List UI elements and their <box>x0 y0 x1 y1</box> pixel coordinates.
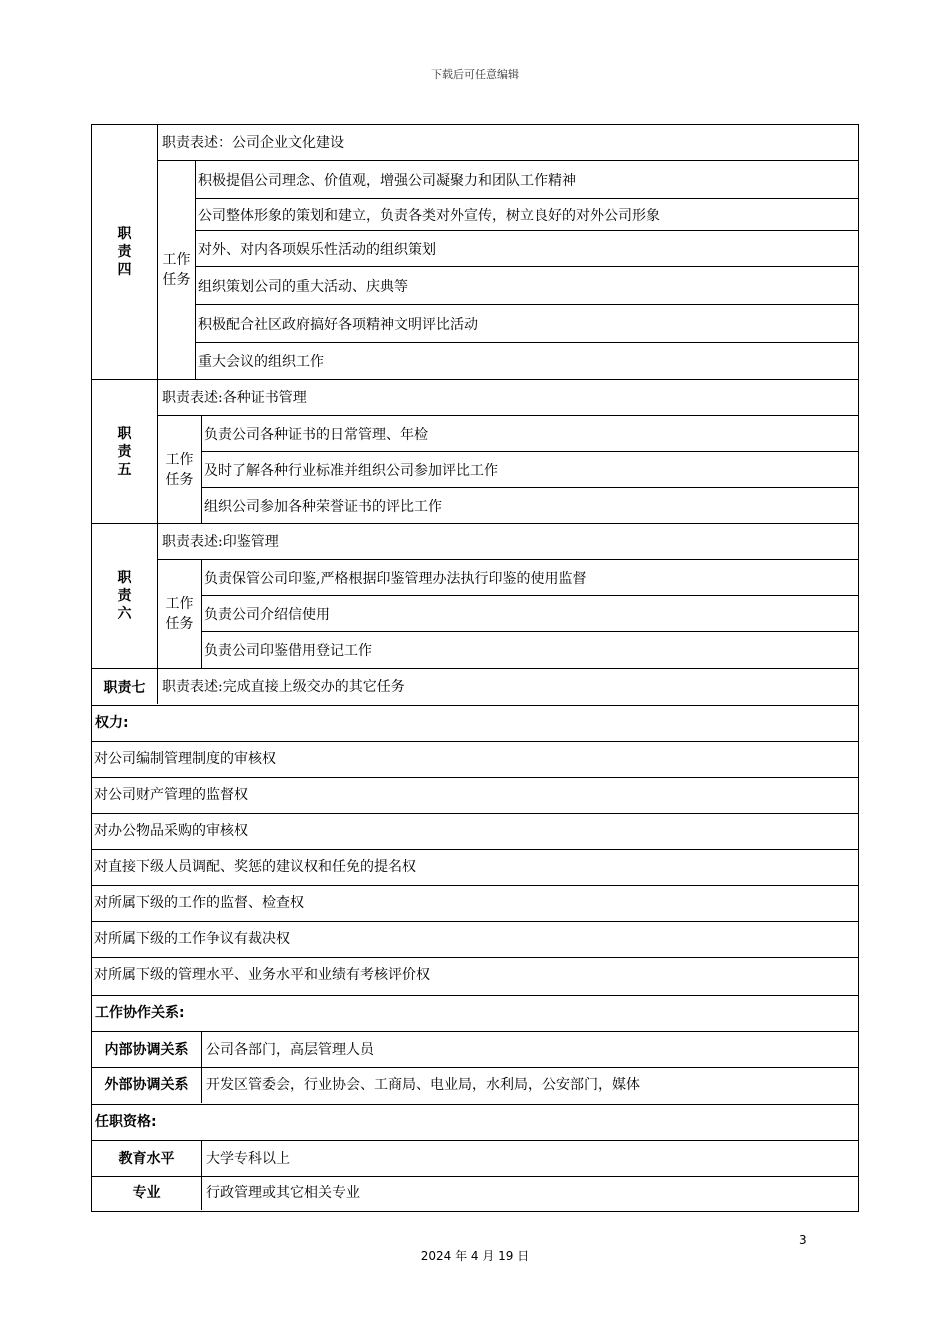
collaboration-section <box>91 995 859 1105</box>
duty-label: 职责七 <box>92 669 158 704</box>
duty-label: 职责六 <box>92 524 158 669</box>
authority-item: 对所属下级的管理水平、业务水平和业绩有考核评价权 <box>94 967 430 983</box>
duty-description: 职责表述：公司企业文化建设 <box>158 125 858 161</box>
qualification-section <box>91 1104 859 1212</box>
qualification-title: 任职资格: <box>92 1105 858 1141</box>
authority-item: 对所属下级的工作争议有裁决权 <box>92 922 858 958</box>
task-item: 负责公司各种证书的日常管理、年检 <box>202 416 858 452</box>
task-item: 重大会议的组织工作 <box>196 343 858 380</box>
task-item: 组织公司参加各种荣誉证书的评比工作 <box>202 488 858 524</box>
duty-description: 职责表述:印鉴管理 <box>158 524 858 560</box>
task-item: 公司整体形象的策划和建立，负责各类对外宣传，树立良好的对外公司形象 <box>196 199 858 231</box>
authority-item: 对公司财产管理的监督权 <box>92 778 858 814</box>
authority-item: 对直接下级人员调配、奖惩的建议权和任免的提名权 <box>92 850 858 886</box>
task-item: 积极提倡公司理念、价值观，增强公司凝聚力和团队工作精神 <box>196 161 858 199</box>
internal-relation-label: 内部协调关系 <box>92 1032 202 1068</box>
external-relation-value: 开发区管委会，行业协会、工商局、电业局，水利局，公安部门，媒体 <box>206 1077 640 1093</box>
duty-description: 职责表述:各种证书管理 <box>158 380 858 416</box>
internal-relation-value: 公司各部门，高层管理人员 <box>202 1032 858 1068</box>
header-note: 下载后可任意编辑 <box>431 68 519 81</box>
authority-item: 对公司编制管理制度的审核权 <box>92 742 858 778</box>
task-item: 负责公司印鉴借用登记工作 <box>202 632 858 669</box>
footer-date: 2024 年 4 月 19 日 <box>420 1249 530 1263</box>
task-label: 工作任务 <box>158 416 202 524</box>
task-label: 工作任务 <box>158 560 202 669</box>
major-value: 行政管理或其它相关专业 <box>206 1185 360 1201</box>
authority-item: 对办公物品采购的审核权 <box>92 814 858 850</box>
external-relation-label: 外部协调关系 <box>92 1068 202 1103</box>
authority-title: 权力: <box>92 706 858 742</box>
education-label: 教育水平 <box>92 1141 202 1177</box>
authority-section <box>91 705 859 996</box>
task-item: 及时了解各种行业标准并组织公司参加评比工作 <box>202 452 858 488</box>
task-item: 对外、对内各项娱乐性活动的组织策划 <box>196 231 858 267</box>
task-label: 工作任务 <box>158 161 196 380</box>
major-label: 专业 <box>92 1177 202 1210</box>
education-value: 大学专科以上 <box>202 1141 858 1177</box>
task-item: 负责保管公司印鉴,严格根据印鉴管理办法执行印鉴的使用监督 <box>202 560 858 596</box>
page-number: 3 <box>799 1233 807 1247</box>
authority-item: 对所属下级的工作的监督、检查权 <box>92 886 858 922</box>
task-item: 负责公司介绍信使用 <box>202 596 858 632</box>
duty-label: 职责五 <box>92 380 158 524</box>
task-item: 积极配合社区政府搞好各项精神文明评比活动 <box>196 305 858 343</box>
task-item: 组织策划公司的重大活动、庆典等 <box>196 267 858 305</box>
duty-description: 职责表述:完成直接上级交办的其它任务 <box>162 679 405 695</box>
collaboration-title: 工作协作关系: <box>92 996 858 1032</box>
duties-table <box>91 124 859 706</box>
duty-label: 职责四 <box>92 125 158 380</box>
